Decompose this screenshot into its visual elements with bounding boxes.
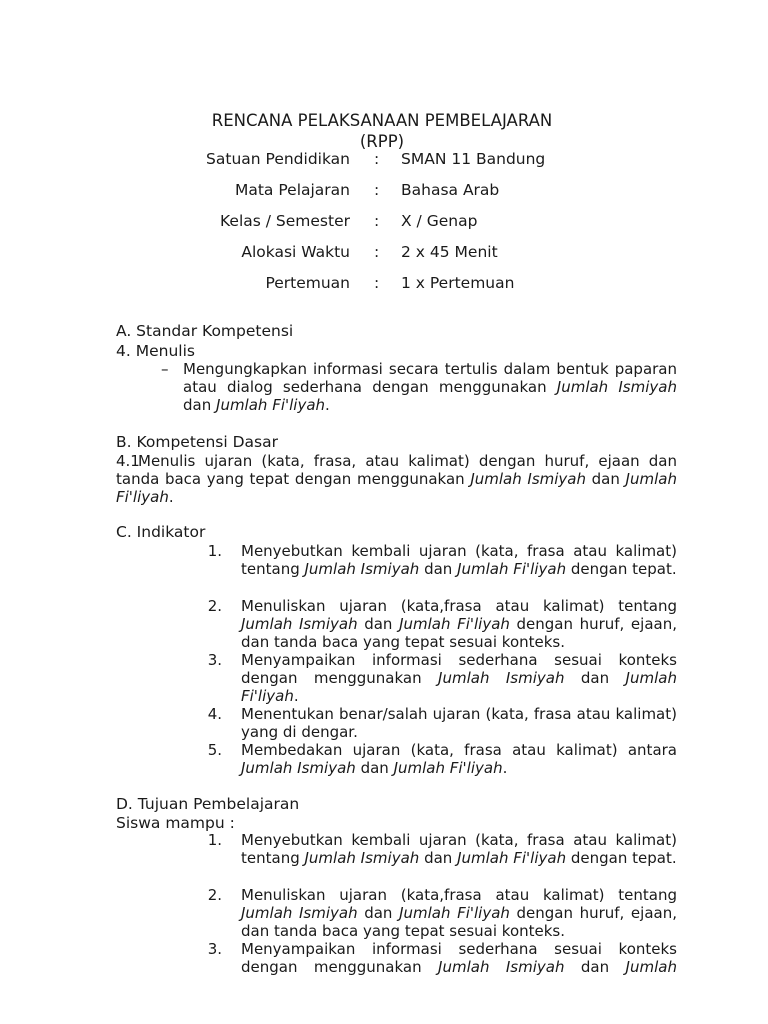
section-a-sub: 4. Menulis	[116, 342, 195, 360]
info-label: Mata Pelajaran	[234, 181, 350, 199]
section-b-paragraph: Menulis ujaran (kata, frasa, atau kalimat) dengan huruf, ejaan dan tanda baca yang tepat dengan menggunakan Jumlah Ismiyah dan Jumlah Fi'liyah.	[116, 452, 677, 506]
list-item: Menyebutkan kembali ujaran (kata, frasa atau kalimat) tentang Jumlah Ismiyah dan Jumlah Fi'liyah dengan tepat.	[241, 831, 677, 867]
section-b-heading: B. Kompetensi Dasar	[116, 433, 278, 451]
info-value: 2 x 45 Menit	[401, 243, 498, 261]
info-value: 1 x Pertemuan	[401, 274, 515, 292]
list-item-number: 4.	[207, 705, 222, 723]
info-row	[0, 150, 768, 174]
section-a-paragraph: Mengungkapkan informasi secara tertulis dalam bentuk paparan atau dialog sederhana dengan menggunakan Jumlah Ismiyah dan Jumlah Fi'liyah.	[183, 360, 677, 414]
section-b-number: 4.1	[116, 452, 140, 470]
info-colon: :	[374, 181, 380, 199]
info-label: Satuan Pendidikan	[206, 150, 350, 168]
list-item-number: 3.	[207, 940, 222, 958]
list-item-number: 1.	[207, 542, 222, 560]
info-label: Alokasi Waktu	[241, 243, 350, 261]
list-item-number: 3.	[207, 651, 222, 669]
dash-bullet: –	[161, 360, 169, 378]
list-item-number: 2.	[207, 597, 222, 615]
info-colon: :	[374, 150, 380, 168]
document-title: RENCANA PELAKSANAAN PEMBELAJARAN	[211, 111, 553, 130]
list-item-number: 5.	[207, 741, 222, 759]
section-c-heading: C. Indikator	[116, 523, 206, 541]
list-item: Menyebutkan kembali ujaran (kata, frasa atau kalimat) tentang Jumlah Ismiyah dan Jumlah Fi'liyah dengan tepat.	[241, 542, 677, 578]
list-item-number: 1.	[207, 831, 222, 849]
info-value: SMAN 11 Bandung	[401, 150, 546, 168]
list-item-number: 2.	[207, 886, 222, 904]
list-item: Menentukan benar/salah ujaran (kata, frasa atau kalimat) yang di dengar.	[241, 705, 677, 741]
list-item: Menyampaikan informasi sederhana sesuai konteks dengan menggunakan Jumlah Ismiyah dan Jumlah Fi'liyah.	[241, 651, 677, 705]
info-colon: :	[374, 243, 380, 261]
info-row	[0, 243, 768, 267]
info-value: Bahasa Arab	[401, 181, 500, 199]
list-item: Menyampaikan informasi sederhana sesuai konteks dengan menggunakan Jumlah Ismiyah dan Jumlah	[241, 940, 677, 976]
info-value: X / Genap	[401, 212, 478, 230]
info-label: Kelas / Semester	[220, 212, 350, 230]
info-colon: :	[374, 274, 380, 292]
section-a-heading: A. Standar Kompetensi	[116, 322, 294, 340]
info-row	[0, 181, 768, 205]
info-label: Pertemuan	[265, 274, 350, 292]
list-item: Membedakan ujaran (kata, frasa atau kalimat) antara Jumlah Ismiyah dan Jumlah Fi'liyah.	[241, 741, 677, 777]
info-row	[0, 274, 768, 298]
list-item: Menuliskan ujaran (kata,frasa atau kalimat) tentang Jumlah Ismiyah dan Jumlah Fi'liyah dengan huruf, ejaan, dan tanda baca yang tepat sesuai konteks.	[241, 597, 677, 651]
section-d-sub: Siswa mampu :	[116, 814, 235, 832]
info-colon: :	[374, 212, 380, 230]
document-subtitle: (RPP)	[359, 132, 405, 151]
list-item: Menuliskan ujaran (kata,frasa atau kalimat) tentang Jumlah Ismiyah dan Jumlah Fi'liyah dengan huruf, ejaan, dan tanda baca yang tepat sesuai konteks.	[241, 886, 677, 940]
info-row	[0, 212, 768, 236]
section-d-heading: D. Tujuan Pembelajaran	[116, 795, 300, 813]
